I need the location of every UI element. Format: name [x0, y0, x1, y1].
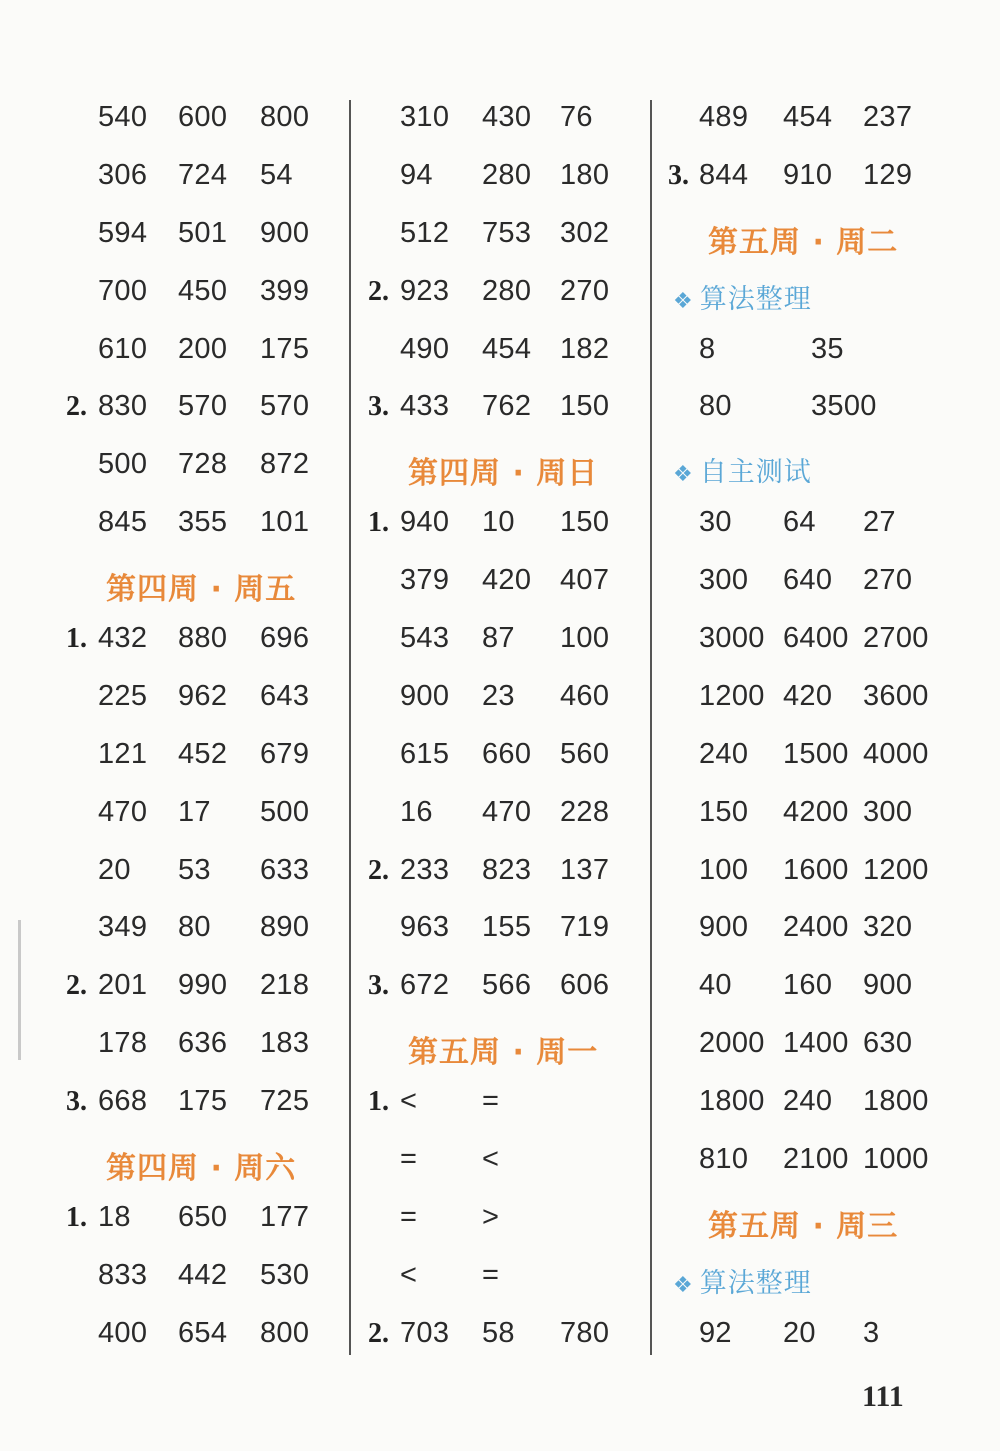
answer-row [0, 384, 345, 442]
answer-value: 560 [560, 737, 610, 770]
answer-row [0, 790, 345, 848]
subsection-heading-row [653, 269, 1000, 327]
answer-value: 654 [178, 1316, 228, 1349]
column-divider-2 [650, 100, 652, 1355]
answer-value: 58 [482, 1316, 515, 1349]
answer-value: 430 [482, 101, 532, 133]
answer-value: 923 [400, 274, 450, 307]
answer-value: 643 [260, 679, 310, 712]
answer-row [352, 963, 647, 1021]
answer-value: = [400, 1143, 418, 1176]
answer-value: 2400 [783, 911, 849, 944]
answer-value: 17 [178, 795, 211, 828]
answer-value: 2100 [783, 1143, 849, 1176]
answer-value: 606 [560, 969, 610, 1002]
answer-value: 80 [178, 911, 211, 944]
answer-row [352, 732, 647, 790]
answer-row [653, 1021, 1000, 1079]
answer-value: 306 [98, 158, 148, 191]
answer-value: 3500 [811, 390, 877, 423]
answer-value: 433 [400, 390, 450, 423]
answer-row [352, 674, 647, 732]
answer-value: 3 [863, 1316, 880, 1349]
answer-value: 490 [400, 332, 450, 365]
question-number: 2. [368, 275, 389, 307]
answer-value: 470 [482, 795, 532, 828]
answer-value: 94 [400, 158, 433, 191]
answer-row [352, 327, 647, 385]
answer-value: 240 [699, 737, 749, 770]
answer-value: 182 [560, 332, 610, 365]
answer-row [0, 211, 345, 269]
answer-value: 833 [98, 1258, 148, 1291]
answer-row [653, 95, 1000, 153]
section-heading: 第五周 · 周三 [708, 1208, 899, 1244]
answer-value: 76 [560, 101, 593, 133]
answer-value: 200 [178, 332, 228, 365]
answer-row [352, 211, 647, 269]
answer-value: 175 [260, 332, 310, 365]
diamond-bullet-icon: ❖ [673, 1272, 694, 1298]
answer-value: 16 [400, 795, 433, 828]
answer-value: 20 [783, 1316, 816, 1349]
section-heading: 第四周 · 周日 [408, 456, 599, 492]
answer-value: 633 [260, 853, 310, 886]
answer-value: 725 [260, 1085, 310, 1118]
section-heading-row [352, 1021, 647, 1079]
answer-value: 594 [98, 216, 148, 249]
answer-value: 1800 [699, 1085, 765, 1118]
question-number: 2. [66, 391, 87, 423]
answer-value: 636 [178, 1027, 228, 1060]
answer-value: 470 [98, 795, 148, 828]
answer-value: 8 [699, 332, 716, 365]
answer-value: 990 [178, 969, 228, 1002]
answer-value: 830 [98, 390, 148, 423]
answer-value: 672 [400, 969, 450, 1002]
section-heading-row [653, 1195, 1000, 1253]
answer-row [352, 1253, 647, 1311]
answer-row [0, 1253, 345, 1311]
diamond-bullet-icon: ❖ [673, 462, 694, 488]
answer-value: = [482, 1085, 500, 1118]
answer-row [653, 848, 1000, 906]
answer-value: 724 [178, 158, 228, 191]
answer-value: 2700 [863, 622, 929, 655]
answer-value: 700 [98, 274, 148, 307]
subsection-heading-row [653, 442, 1000, 500]
answer-value: 454 [482, 332, 532, 365]
answer-value: 823 [482, 853, 532, 886]
subsection-heading-text: 自主测试 [699, 457, 812, 489]
section-heading: 第四周 · 周五 [106, 572, 297, 608]
answer-value: 155 [482, 911, 532, 944]
answer-value: 407 [560, 564, 610, 597]
answer-value: 237 [863, 101, 913, 133]
answer-row [653, 1137, 1000, 1195]
answer-value: 489 [699, 101, 749, 133]
answer-row [653, 790, 1000, 848]
subsection-heading [673, 450, 812, 489]
subsection-heading-text: 算法整理 [699, 1267, 812, 1299]
answer-value: 240 [783, 1085, 833, 1118]
answer-value: 460 [560, 679, 610, 712]
answer-value: 101 [260, 506, 310, 539]
question-number: 3. [368, 391, 389, 423]
answer-value: 349 [98, 911, 148, 944]
answer-value: > [482, 1200, 500, 1233]
answer-value: 27 [863, 506, 896, 539]
question-number: 1. [66, 623, 87, 655]
answer-value: 610 [98, 332, 148, 365]
answer-row [0, 732, 345, 790]
page-number: 111 [862, 1380, 904, 1413]
section-heading: 第五周 · 周一 [408, 1035, 599, 1071]
answer-row [653, 384, 1000, 442]
subsection-heading [673, 1261, 812, 1300]
section-heading: 第五周 · 周二 [708, 224, 899, 260]
answer-value: 80 [699, 390, 732, 423]
answer-row [352, 1137, 647, 1195]
answer-row [653, 616, 1000, 674]
answer-row [653, 1311, 1000, 1369]
question-number: 1. [66, 1201, 87, 1233]
answer-row [352, 1195, 647, 1253]
answer-value: 64 [783, 506, 816, 539]
answer-row [653, 905, 1000, 963]
answer-value: 500 [260, 795, 310, 828]
answer-value: 270 [863, 564, 913, 597]
answer-value: 1200 [863, 853, 929, 886]
answer-value: 1800 [863, 1085, 929, 1118]
answer-value: 300 [863, 795, 913, 828]
answer-row [653, 500, 1000, 558]
question-number: 2. [66, 970, 87, 1002]
answer-row [0, 1195, 345, 1253]
answer-column-1 [0, 95, 345, 1369]
answer-value: 640 [783, 564, 833, 597]
answer-value: 35 [811, 332, 844, 365]
answer-value: 4200 [783, 795, 849, 828]
answer-value: 800 [260, 101, 310, 133]
answer-row [653, 327, 1000, 385]
answer-value: 92 [699, 1316, 732, 1349]
section-heading-row [352, 442, 647, 500]
answer-value: 379 [400, 564, 450, 597]
answer-value: 320 [863, 911, 913, 944]
answer-row [0, 963, 345, 1021]
answer-row [352, 616, 647, 674]
answer-value: 570 [178, 390, 228, 423]
answer-value: 177 [260, 1200, 310, 1233]
answer-row [352, 153, 647, 211]
answer-value: 6400 [783, 622, 849, 655]
answer-value: 615 [400, 737, 450, 770]
answer-value: 178 [98, 1027, 148, 1060]
answer-value: 121 [98, 737, 148, 770]
answer-value: 228 [560, 795, 610, 828]
answer-value: 20 [98, 853, 131, 886]
answer-value: < [400, 1085, 418, 1118]
answer-value: 845 [98, 506, 148, 539]
question-number: 3. [66, 1086, 87, 1118]
answer-value: 10 [482, 506, 515, 539]
answer-value: 900 [699, 911, 749, 944]
answer-value: 30 [699, 506, 732, 539]
answer-row [352, 95, 647, 153]
subsection-heading-text: 算法整理 [699, 283, 812, 315]
answer-value: 810 [699, 1143, 749, 1176]
answer-value: < [482, 1143, 500, 1176]
answer-row [352, 1079, 647, 1137]
answer-value: = [400, 1200, 418, 1233]
answer-value: 53 [178, 853, 211, 886]
answer-value: 87 [482, 622, 515, 655]
answer-row [0, 1311, 345, 1369]
column-divider-1 [349, 100, 351, 1355]
answer-value: 175 [178, 1085, 228, 1118]
answer-value: 501 [178, 216, 228, 249]
diamond-bullet-icon: ❖ [673, 288, 694, 314]
answer-row [653, 558, 1000, 616]
answer-row [0, 1021, 345, 1079]
answer-row [352, 500, 647, 558]
answer-value: 180 [560, 158, 610, 191]
answer-value: 962 [178, 679, 228, 712]
answer-value: 442 [178, 1258, 228, 1291]
question-number: 1. [368, 507, 389, 539]
answer-row [0, 500, 345, 558]
answer-value: 137 [560, 853, 610, 886]
answer-value: 1400 [783, 1027, 849, 1060]
question-number: 3. [668, 159, 689, 191]
answer-row [352, 558, 647, 616]
answer-value: 150 [560, 506, 610, 539]
answer-value: 940 [400, 506, 450, 539]
answer-value: 399 [260, 274, 310, 307]
answer-value: 543 [400, 622, 450, 655]
answer-value: 1200 [699, 679, 765, 712]
answer-value: 900 [863, 969, 913, 1002]
answer-value: 54 [260, 158, 293, 191]
answer-value: 129 [863, 158, 913, 191]
answer-value: 872 [260, 448, 310, 481]
section-heading-row [0, 1137, 345, 1195]
answer-column-3 [653, 95, 1000, 1369]
answer-value: 40 [699, 969, 732, 1002]
answer-value: 570 [260, 390, 310, 423]
answer-value: 420 [783, 679, 833, 712]
answer-value: = [482, 1258, 500, 1291]
answer-value: 4000 [863, 737, 929, 770]
answer-value: 280 [482, 158, 532, 191]
question-number: 1. [368, 1086, 389, 1118]
answer-value: 18 [98, 1200, 131, 1233]
answer-value: 900 [400, 679, 450, 712]
answer-value: < [400, 1258, 418, 1291]
answer-value: 650 [178, 1200, 228, 1233]
answer-value: 100 [560, 622, 610, 655]
answer-value: 310 [400, 101, 450, 133]
answer-value: 512 [400, 216, 450, 249]
answer-value: 530 [260, 1258, 310, 1291]
answer-value: 719 [560, 911, 610, 944]
answer-value: 452 [178, 737, 228, 770]
answer-value: 844 [699, 158, 749, 191]
answer-row [0, 269, 345, 327]
answer-value: 225 [98, 679, 148, 712]
section-heading-row [0, 558, 345, 616]
answer-value: 703 [400, 1316, 450, 1349]
answer-row [0, 616, 345, 674]
answer-row [653, 963, 1000, 1021]
answer-value: 1500 [783, 737, 849, 770]
answer-value: 150 [560, 390, 610, 423]
answer-value: 23 [482, 679, 515, 712]
answer-value: 218 [260, 969, 310, 1002]
answer-row [0, 1079, 345, 1137]
answer-value: 2000 [699, 1027, 765, 1060]
answer-row [0, 153, 345, 211]
answer-value: 910 [783, 158, 833, 191]
answer-value: 630 [863, 1027, 913, 1060]
answer-value: 780 [560, 1316, 610, 1349]
answer-value: 1600 [783, 853, 849, 886]
question-number: 3. [368, 970, 389, 1002]
answer-value: 432 [98, 622, 148, 655]
answer-value: 183 [260, 1027, 310, 1060]
answer-value: 355 [178, 506, 228, 539]
answer-value: 454 [783, 101, 833, 133]
answer-value: 679 [260, 737, 310, 770]
answer-value: 900 [260, 216, 310, 249]
answer-value: 660 [482, 737, 532, 770]
answer-value: 668 [98, 1085, 148, 1118]
answer-value: 3600 [863, 679, 929, 712]
answer-row [653, 732, 1000, 790]
answer-value: 800 [260, 1316, 310, 1349]
answer-row [352, 848, 647, 906]
answer-value: 150 [699, 795, 749, 828]
answer-value: 300 [699, 564, 749, 597]
answer-row [352, 384, 647, 442]
answer-row [653, 153, 1000, 211]
answer-row [0, 848, 345, 906]
answer-value: 302 [560, 216, 610, 249]
answer-value: 880 [178, 622, 228, 655]
answer-row [653, 674, 1000, 732]
answer-value: 233 [400, 853, 450, 886]
subsection-heading [673, 277, 812, 316]
answer-value: 201 [98, 969, 148, 1002]
answer-row [0, 905, 345, 963]
answer-value: 280 [482, 274, 532, 307]
answer-value: 728 [178, 448, 228, 481]
answer-row [0, 327, 345, 385]
answer-value: 696 [260, 622, 310, 655]
section-heading-row [653, 211, 1000, 269]
answer-value: 420 [482, 564, 532, 597]
answer-value: 540 [98, 101, 148, 133]
answer-row [0, 95, 345, 153]
question-number: 2. [368, 1317, 389, 1349]
answer-row [352, 1311, 647, 1369]
answer-row [0, 674, 345, 732]
answer-column-2 [352, 95, 647, 1369]
answer-row [0, 442, 345, 500]
answer-row [653, 1079, 1000, 1137]
answer-value: 1000 [863, 1143, 929, 1176]
answer-value: 753 [482, 216, 532, 249]
subsection-heading-row [653, 1253, 1000, 1311]
answer-value: 762 [482, 390, 532, 423]
answer-row [352, 790, 647, 848]
section-heading: 第四周 · 周六 [106, 1151, 297, 1187]
answer-value: 400 [98, 1316, 148, 1349]
answer-value: 270 [560, 274, 610, 307]
answer-value: 963 [400, 911, 450, 944]
answer-value: 160 [783, 969, 833, 1002]
answer-value: 600 [178, 101, 228, 133]
answer-value: 100 [699, 853, 749, 886]
answer-row [352, 905, 647, 963]
answer-value: 890 [260, 911, 310, 944]
question-number: 2. [368, 854, 389, 886]
answer-row [352, 269, 647, 327]
answer-value: 566 [482, 969, 532, 1002]
answer-value: 500 [98, 448, 148, 481]
answer-value: 450 [178, 274, 228, 307]
answer-value: 3000 [699, 622, 765, 655]
